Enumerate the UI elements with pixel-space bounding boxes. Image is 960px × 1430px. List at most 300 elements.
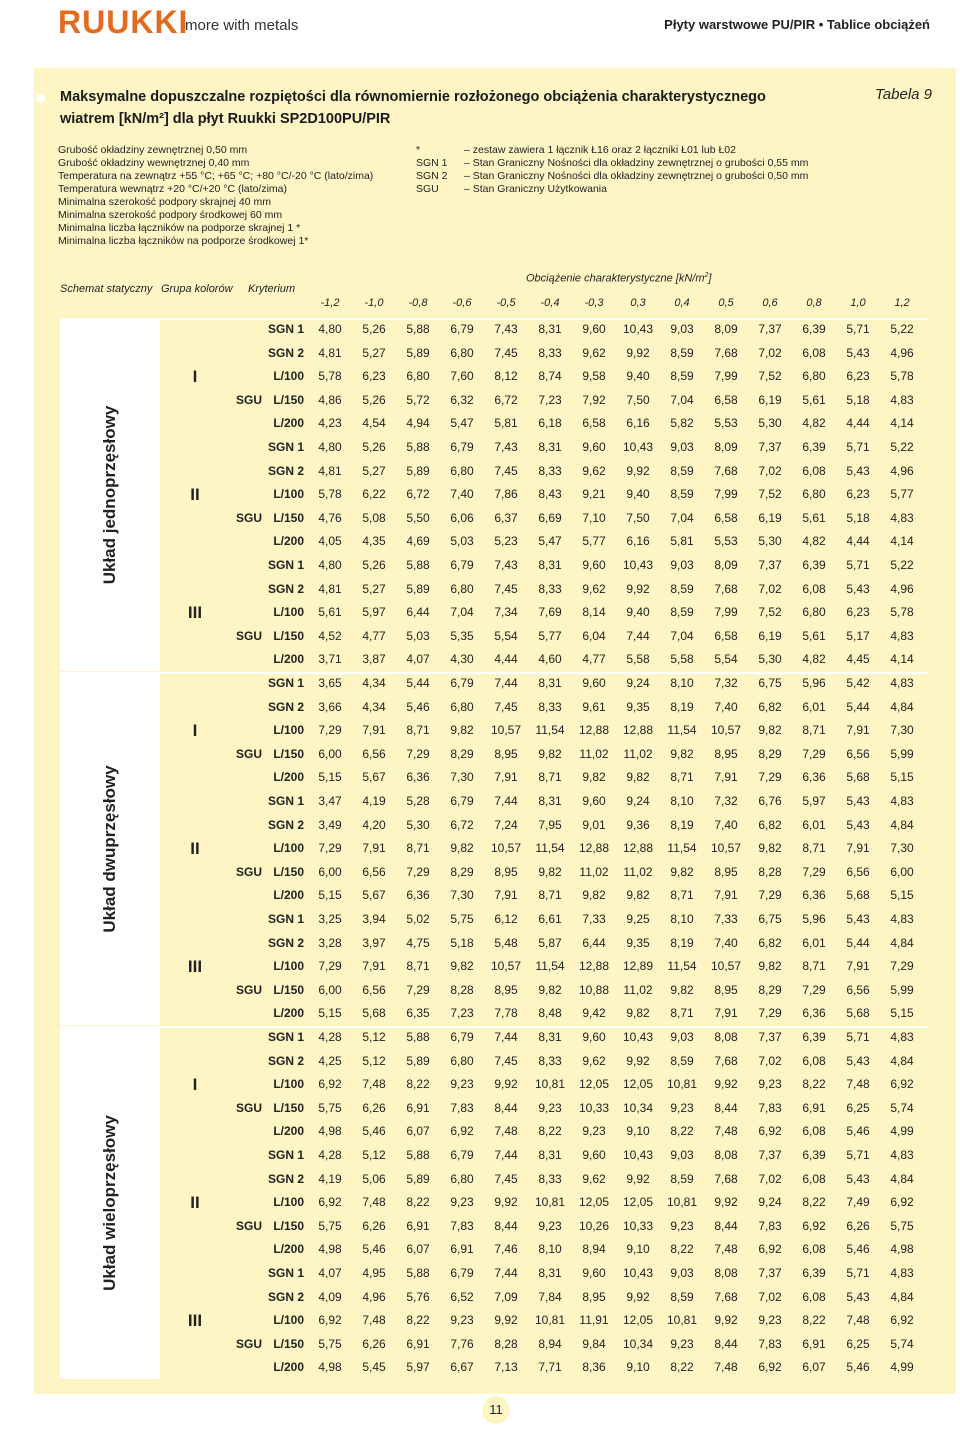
table-cell: 9,03 [670, 1266, 694, 1280]
criterion-label: L/150 [273, 392, 304, 407]
table-cell: 6,26 [362, 1218, 386, 1233]
table-cell: 8,14 [582, 605, 606, 620]
table-cell: 6,36 [406, 770, 430, 785]
table-cell: 7,91 [846, 841, 870, 856]
table-cell: 3,49 [318, 817, 342, 832]
table-cell: 4,09 [318, 1289, 342, 1304]
table-cell: 9,92 [626, 463, 650, 478]
table-cell: 6,80 [406, 369, 430, 384]
table-cell: 3,66 [318, 699, 342, 714]
table-cell: 7,04 [450, 605, 474, 620]
table-cell: 7,29 [318, 841, 342, 856]
table-cell: 5,30 [758, 416, 782, 431]
table-cell: 8,22 [670, 1124, 694, 1139]
table-cell: 5,71 [846, 1148, 870, 1162]
table-cell: 4,81 [318, 345, 342, 360]
table-cell: 8,31 [538, 440, 562, 454]
table-cell: 9,60 [582, 1266, 606, 1280]
table-cell: 7,68 [714, 581, 738, 596]
table-cell: 4,14 [890, 416, 914, 431]
table-cell: 8,71 [406, 841, 430, 856]
table-cell: 4,83 [890, 676, 914, 690]
sgu-label: SGU [236, 1336, 263, 1351]
table-cell: 4,98 [318, 1124, 342, 1139]
table-cell: 10,33 [622, 1218, 654, 1233]
table-cell: 8,31 [538, 794, 562, 808]
table-cell: 7,23 [538, 392, 562, 407]
table-cell: 7,44 [494, 676, 518, 690]
table-cell: 5,17 [846, 628, 870, 643]
table-cell: 10,81 [666, 1077, 698, 1092]
table-cell: 4,83 [890, 1030, 914, 1044]
table-cell: 5,74 [890, 1100, 914, 1115]
table-cell: 12,88 [578, 723, 610, 738]
table-cell: 5,88 [406, 1030, 430, 1044]
table-cell: 9,60 [582, 322, 606, 336]
sgu-label: SGU [236, 510, 263, 525]
table-cell: 5,22 [890, 558, 914, 572]
table-cell: 5,42 [846, 676, 870, 690]
table-cell: 7,68 [714, 1053, 738, 1068]
table-cell: 7,50 [626, 392, 650, 407]
table-cell: 8,22 [802, 1195, 826, 1210]
table-cell: 5,88 [406, 322, 430, 336]
table-cell: 9,42 [582, 1006, 606, 1021]
table-cell: 5,46 [362, 1124, 386, 1139]
table-cell: 7,02 [758, 463, 782, 478]
table-cell: 6,79 [450, 558, 474, 572]
table-cell: 5,61 [802, 628, 826, 643]
table-cell: 5,48 [494, 935, 518, 950]
table-cell: 7,71 [538, 1360, 562, 1375]
table-cell: 11,02 [623, 864, 653, 879]
table-cell: 7,48 [714, 1360, 738, 1375]
table-cell: 8,10 [670, 912, 694, 926]
table-cell: 5,43 [846, 912, 870, 926]
table-cell: 7,48 [494, 1124, 518, 1139]
table-cell: 7,50 [626, 510, 650, 525]
table-cell: 5,12 [362, 1053, 386, 1068]
table-cell: 6,26 [362, 1336, 386, 1351]
legend-text: – Stan Graniczny Nośności dla okładziny zewnętrznej o grubości 0,50 mm [464, 170, 809, 182]
table-cell: 12,88 [622, 723, 654, 738]
table-cell: 9,92 [626, 1289, 650, 1304]
table-cell: 5,61 [802, 392, 826, 407]
table-cell: 7,91 [494, 770, 518, 785]
table-cell: 11,02 [623, 746, 653, 761]
table-cell: 7,04 [670, 392, 694, 407]
table-cell: 6,56 [362, 864, 386, 879]
table-cell: 4,25 [318, 1053, 342, 1068]
table-cell: 9,92 [626, 1053, 650, 1068]
legend-text: – Stan Graniczny Użytkowania [464, 183, 607, 195]
table-cell: 11,02 [623, 982, 653, 997]
sgu-label: SGU [236, 392, 263, 407]
table-cell: 5,75 [318, 1100, 342, 1115]
table-cell: 8,28 [450, 982, 474, 997]
table-cell: 5,43 [846, 817, 870, 832]
table-cell: 4,34 [362, 676, 386, 690]
table-cell: 7,29 [758, 770, 782, 785]
table-cell: 12,05 [622, 1077, 654, 1092]
table-cell: 6,08 [802, 1289, 826, 1304]
table-cell: 4,84 [890, 1171, 914, 1186]
table-cell: 9,23 [670, 1336, 694, 1351]
table-cell: 6,79 [450, 1030, 474, 1044]
table-cell: 3,97 [362, 935, 386, 950]
table-cell: 5,81 [670, 534, 694, 549]
table-cell: 6,72 [406, 487, 430, 502]
table-cell: 10,34 [622, 1336, 654, 1351]
table-cell: 5,44 [846, 699, 870, 714]
table-cell: 9,23 [758, 1077, 782, 1092]
table-cell: 7,84 [538, 1289, 562, 1304]
load-value-header: 1,2 [894, 297, 910, 309]
table-cell: 8,71 [670, 770, 694, 785]
table-cell: 7,33 [582, 912, 606, 926]
table-cell: 7,37 [758, 558, 782, 572]
table-cell: 8,10 [670, 676, 694, 690]
table-cell: 8,29 [450, 746, 474, 761]
table-cell: 4,83 [890, 1266, 914, 1280]
table-cell: 7,29 [406, 746, 430, 761]
column-header-grupa: Grupa kolorów [161, 283, 233, 295]
table-cell: 12,88 [578, 959, 610, 974]
table-cell: 6,32 [450, 392, 474, 407]
table-cell: 7,83 [450, 1218, 474, 1233]
table-cell: 4,05 [318, 534, 342, 549]
table-cell: 4,96 [890, 463, 914, 478]
table-cell: 6,39 [802, 1266, 826, 1280]
table-cell: 7,02 [758, 1289, 782, 1304]
table-cell: 6,58 [714, 510, 738, 525]
table-cell: 6,82 [758, 935, 782, 950]
static-scheme-name: Układ jednoprzęsłowy [100, 405, 119, 585]
table-cell: 9,82 [626, 770, 650, 785]
table-cell: 5,30 [758, 534, 782, 549]
table-cell: 7,48 [846, 1077, 870, 1092]
table-cell: 5,88 [406, 440, 430, 454]
table-cell: 9,35 [626, 699, 650, 714]
static-scheme-label [60, 319, 160, 671]
table-cell: 6,00 [890, 864, 914, 879]
table-cell: 5,43 [846, 345, 870, 360]
table-cell: 8,31 [538, 676, 562, 690]
table-cell: 7,68 [714, 1171, 738, 1186]
table-cell: 9,23 [538, 1100, 562, 1115]
static-scheme-cell [60, 319, 160, 671]
table-cell: 9,82 [582, 770, 606, 785]
table-cell: 3,94 [362, 912, 386, 926]
table-cell: 6,92 [758, 1242, 782, 1257]
criterion-label: L/150 [273, 628, 304, 643]
table-cell: 5,89 [406, 463, 430, 478]
table-cell: 4,96 [890, 345, 914, 360]
table-cell: 9,24 [758, 1195, 782, 1210]
color-group-label: III [187, 603, 203, 623]
table-cell: 7,40 [450, 487, 474, 502]
table-cell: 5,61 [802, 510, 826, 525]
table-cell: 10,43 [622, 322, 654, 336]
table-cell: 4,34 [362, 699, 386, 714]
table-cell: 4,35 [362, 534, 386, 549]
table-cell: 5,75 [318, 1218, 342, 1233]
parameter-line: Temperatura na zewnątrz +55 °C; +65 °C; +80 °C/-20 °C (lato/zima) [58, 170, 374, 182]
sgu-label: SGU [236, 982, 263, 997]
table-cell: 6,91 [406, 1100, 430, 1115]
table-cell: 4,83 [890, 628, 914, 643]
table-cell: 9,92 [714, 1077, 738, 1092]
table-cell: 7,29 [318, 723, 342, 738]
table-cell: 4,83 [890, 912, 914, 926]
table-cell: 5,46 [846, 1242, 870, 1257]
table-cell: 5,30 [758, 652, 782, 667]
table-cell: 9,23 [450, 1077, 474, 1092]
table-cell: 3,65 [318, 676, 342, 690]
criterion-label: SGN 2 [267, 699, 304, 714]
table-cell: 6,92 [758, 1360, 782, 1375]
table-cell: 9,82 [450, 841, 474, 856]
table-cell: 12,05 [622, 1313, 654, 1328]
criterion-label: L/200 [273, 1242, 304, 1257]
criterion-label: SGN 1 [267, 676, 304, 690]
table-cell: 6,08 [802, 1171, 826, 1186]
table-cell: 7,29 [802, 982, 826, 997]
criterion-label: L/200 [273, 1360, 304, 1375]
table-cell: 6,92 [890, 1313, 914, 1328]
table-cell: 7,60 [450, 369, 474, 384]
table-cell: 4,28 [318, 1148, 342, 1162]
table-cell: 5,72 [406, 392, 430, 407]
parameter-line: Grubość okładziny zewnętrznej 0,50 mm [58, 144, 248, 156]
table-cell: 5,46 [846, 1124, 870, 1139]
table-title: Maksymalne dopuszczalne rozpiętości dla równomiernie rozłożonego obciążenia charakterystycznego wiatrem [kN/m²] dla płyt Ruukki SP2D100PU/PIR [60, 89, 766, 127]
table-cell: 5,30 [406, 817, 430, 832]
table-cell: 6,79 [450, 1148, 474, 1162]
load-value-header: -0,8 [408, 297, 428, 309]
table-cell: 6,25 [846, 1100, 870, 1115]
table-cell: 6,92 [802, 1218, 826, 1233]
table-cell: 4,98 [318, 1242, 342, 1257]
static-scheme-label [60, 673, 160, 1025]
table-cell: 8,59 [670, 463, 694, 478]
table-cell: 8,08 [714, 1030, 738, 1044]
table-cell: 11,02 [579, 746, 609, 761]
table-cell: 5,78 [318, 369, 342, 384]
table-cell: 10,57 [490, 723, 522, 738]
table-cell: 9,40 [626, 369, 650, 384]
page-header [0, 0, 960, 60]
table-cell: 8,09 [714, 322, 738, 336]
parameter-line: Temperatura wewnątrz +20 °C/+20 °C (lato/zima) [58, 183, 287, 195]
table-cell: 7,37 [758, 1148, 782, 1162]
table-cell: 4,28 [318, 1030, 342, 1044]
table-cell: 6,80 [802, 487, 826, 502]
table-cell: 4,96 [890, 581, 914, 596]
table-cell: 9,92 [714, 1313, 738, 1328]
table-cell: 10,81 [666, 1313, 698, 1328]
criterion-label: SGN 2 [267, 581, 304, 596]
table-cell: 6,08 [802, 463, 826, 478]
table-cell: 9,60 [582, 676, 606, 690]
table-cell: 5,99 [890, 746, 914, 761]
table-cell: 9,92 [626, 581, 650, 596]
table-cell: 8,59 [670, 1289, 694, 1304]
table-cell: 7,45 [494, 1171, 518, 1186]
table-cell: 11,02 [579, 864, 609, 879]
table-cell: 9,24 [626, 794, 650, 808]
table-cell: 4,77 [362, 628, 386, 643]
table-cell: 12,89 [622, 959, 654, 974]
table-cell: 5,54 [494, 628, 518, 643]
table-cell: 7,44 [626, 628, 650, 643]
table-cell: 8,33 [538, 1053, 562, 1068]
table-cell: 6,39 [802, 322, 826, 336]
table-cell: 7,48 [714, 1242, 738, 1257]
criterion-label: SGN 2 [267, 1289, 304, 1304]
table-cell: 8,44 [494, 1218, 518, 1233]
table-cell: 8,44 [714, 1336, 738, 1351]
table-cell: 9,60 [582, 440, 606, 454]
criterion-label: SGN 2 [267, 1053, 304, 1068]
table-cell: 5,23 [494, 534, 518, 549]
table-cell: 6,79 [450, 676, 474, 690]
table-cell: 6,23 [362, 369, 386, 384]
table-cell: 5,26 [362, 440, 386, 454]
legend-key: SGN 1 [416, 157, 448, 169]
table-cell: 7,83 [758, 1336, 782, 1351]
table-cell: 7,34 [494, 605, 518, 620]
table-cell: 6,19 [758, 628, 782, 643]
table-cell: 9,92 [626, 345, 650, 360]
table-cell: 8,59 [670, 1053, 694, 1068]
table-cell: 4,44 [494, 652, 518, 667]
table-cell: 4,84 [890, 935, 914, 950]
table-cell: 7,68 [714, 463, 738, 478]
ruukki-logo: RUUKKI [58, 4, 189, 40]
table-cell: 5,26 [362, 322, 386, 336]
table-cell: 9,40 [626, 487, 650, 502]
criterion-label: L/200 [273, 1124, 304, 1139]
table-cell: 4,83 [890, 510, 914, 525]
color-group-label: III [187, 957, 203, 977]
sgu-label: SGU [236, 1100, 263, 1115]
table-cell: 9,60 [582, 794, 606, 808]
table-cell: 5,89 [406, 345, 430, 360]
color-group-label: I [192, 721, 198, 741]
table-cell: 9,40 [626, 605, 650, 620]
table-cell: 8,22 [406, 1313, 430, 1328]
table-cell: 8,22 [406, 1077, 430, 1092]
table-cell: 7,30 [450, 888, 474, 903]
table-cell: 7,40 [714, 699, 738, 714]
load-value-header: -1,0 [364, 297, 384, 309]
table-cell: 4,86 [318, 392, 342, 407]
table-cell: 7,86 [494, 487, 518, 502]
table-cell: 11,91 [579, 1313, 609, 1328]
table-cell: 8,59 [670, 345, 694, 360]
table-cell: 5,88 [406, 1266, 430, 1280]
table-cell: 7,91 [362, 959, 386, 974]
criterion-label: L/200 [273, 770, 304, 785]
table-cell: 8,09 [714, 558, 738, 572]
table-cell: 10,43 [622, 1030, 654, 1044]
table-cell: 7,30 [450, 770, 474, 785]
table-cell: 10,57 [710, 841, 742, 856]
table-cell: 8,71 [538, 770, 562, 785]
table-cell: 5,88 [406, 1148, 430, 1162]
table-cell: 6,91 [802, 1100, 826, 1115]
table-cell: 9,61 [582, 699, 606, 714]
table-cell: 8,22 [538, 1124, 562, 1139]
table-cell: 5,77 [538, 628, 562, 643]
table-cell: 4,23 [318, 416, 342, 431]
table-cell: 9,03 [670, 440, 694, 454]
table-cell: 12,05 [622, 1195, 654, 1210]
table-cell: 6,61 [538, 912, 562, 926]
table-cell: 8,33 [538, 1171, 562, 1186]
table-cell: 7,91 [714, 770, 738, 785]
table-cell: 5,96 [802, 676, 826, 690]
criterion-label: SGN 1 [267, 1030, 304, 1044]
load-value-header: 0,3 [630, 297, 646, 309]
table-cell: 4,75 [406, 935, 430, 950]
table-cell: 5,43 [846, 463, 870, 478]
table-cell: 5,88 [406, 558, 430, 572]
table-cell: 5,74 [890, 1336, 914, 1351]
criterion-label: L/100 [273, 1195, 304, 1210]
table-cell: 6,04 [582, 628, 606, 643]
table-cell: 7,37 [758, 440, 782, 454]
table-cell: 8,71 [670, 1006, 694, 1021]
table-cell: 4,60 [538, 652, 562, 667]
legend-text: – Stan Graniczny Nośności dla okładziny zewnętrznej o grubości 0,55 mm [464, 157, 809, 169]
table-cell: 6,91 [406, 1218, 430, 1233]
table-cell: 8,33 [538, 699, 562, 714]
table-cell: 11,54 [667, 841, 697, 856]
load-value-header: -1,2 [320, 297, 340, 309]
table-cell: 9,82 [450, 723, 474, 738]
table-cell: 7,32 [714, 676, 738, 690]
table-cell: 4,83 [890, 1148, 914, 1162]
table-cell: 7,30 [890, 723, 914, 738]
table-cell: 5,44 [406, 676, 430, 690]
table-cell: 7,69 [538, 605, 562, 620]
table-cell: 4,84 [890, 699, 914, 714]
criterion-label: L/200 [273, 1006, 304, 1021]
table-cell: 4,45 [846, 652, 870, 667]
table-cell: 10,34 [622, 1100, 654, 1115]
table-cell: 4,77 [582, 652, 606, 667]
table-cell: 9,58 [582, 369, 606, 384]
table-cell: 5,50 [406, 510, 430, 525]
table-cell: 9,23 [670, 1218, 694, 1233]
table-cell: 6,92 [890, 1077, 914, 1092]
table-cell: 4,83 [890, 794, 914, 808]
table-cell: 9,01 [582, 817, 606, 832]
table-cell: 5,97 [362, 605, 386, 620]
load-value-header: -0,3 [584, 297, 604, 309]
table-cell: 6,92 [318, 1077, 342, 1092]
table-cell: 5,26 [362, 558, 386, 572]
parameter-line: Minimalna liczba łączników na podporze skrajnej 1 * [58, 222, 301, 234]
table-cell: 8,22 [670, 1242, 694, 1257]
table-cell: 7,37 [758, 1266, 782, 1280]
table-cell: 4,19 [362, 794, 386, 808]
table-cell: 6,79 [450, 322, 474, 336]
table-cell: 5,15 [318, 888, 342, 903]
load-value-header: 0,5 [718, 297, 734, 309]
